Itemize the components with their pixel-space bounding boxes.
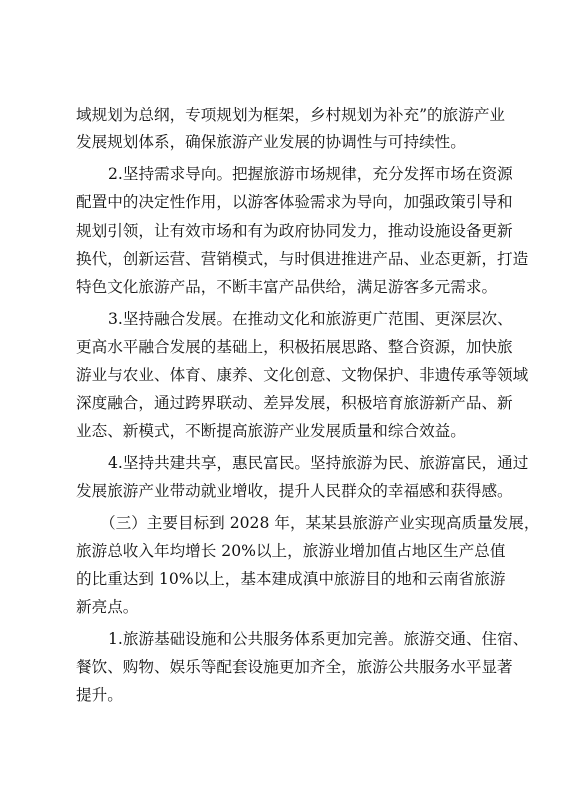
text-line: 业态、新模式，不断提高旅游产业发展质量和综合效益。 (76, 422, 466, 440)
paragraph-start-line: 3.坚持融合发展。在推动文化和旅游更广范围、更深层次、 (108, 310, 513, 328)
paragraph-start-line: 4.坚持共建共享，惠民富民。坚持旅游为民、旅游富民，通过 (108, 454, 529, 472)
text-line: 旅游总收入年均增长 20%以上，旅游业增加值占地区生产总值 (76, 542, 506, 560)
paragraph-start-line: 2.坚持需求导向。把握旅游市场规律，充分发挥市场在资源 (108, 165, 513, 183)
text-line: 游业与农业、体育、康养、文化创意、文物保护、非遗传承等领域 (76, 366, 529, 384)
text-line: 换代，创新运营、营销模式，与时俱进推进产品、业态更新，打造 (76, 250, 529, 268)
text-line: 深度融合，通过跨界联动、差异发展，积极培育旅游新产品、新 (76, 394, 513, 412)
paragraph-start-line: （三）主要目标到 2028 年，某某县旅游产业实现高质量发展， (100, 514, 540, 532)
text-line: 发展旅游产业带动就业增收，提升人民群众的幸福感和获得感。 (76, 482, 513, 500)
text-line: 餐饮、购物、娱乐等配套设施更加齐全，旅游公共服务水平显著 (76, 658, 513, 676)
text-line: 配置中的决定性作用，以游客体验需求为导向，加强政策引导和 (76, 193, 513, 211)
text-line: 提升。 (76, 686, 123, 704)
text-line: 域规划为总纲，专项规划为框架，乡村规划为补充”的旅游产业 (76, 106, 506, 124)
text-line: 更高水平融合发展的基础上，积极拓展思路、整合资源，加快旅 (76, 338, 513, 356)
paragraph-start-line: 1.旅游基础设施和公共服务体系更加完善。旅游交通、住宿、 (108, 630, 529, 648)
text-line: 新亮点。 (76, 598, 139, 616)
text-line: 发展规划体系，确保旅游产业发展的协调性与可持续性。 (76, 133, 466, 151)
text-line: 特色文化旅游产品，不断丰富产品供给，满足游客多元需求。 (76, 278, 498, 296)
text-line: 规划引领，让有效市场和有为政府协同发力，推动设施设备更新 (76, 222, 513, 240)
text-line: 的比重达到 10%以上，基本建成滇中旅游目的地和云南省旅游 (76, 570, 506, 588)
